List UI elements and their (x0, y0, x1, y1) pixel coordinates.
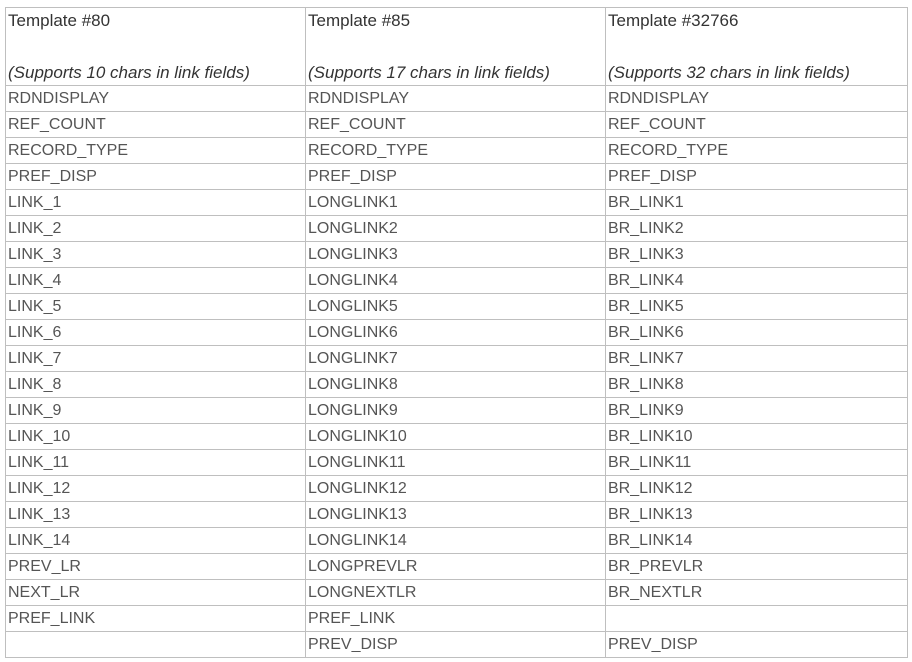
table-cell: LONGLINK13 (306, 502, 606, 528)
table-cell (606, 606, 908, 632)
table-cell: LINK_12 (6, 476, 306, 502)
table-cell: LINK_1 (6, 190, 306, 216)
table-row (6, 242, 908, 268)
table-cell: BR_LINK10 (606, 424, 908, 450)
table-cell: PREF_LINK (306, 606, 606, 632)
column-subtitle: (Supports 10 chars in link fields) (8, 63, 250, 82)
table-cell: BR_LINK12 (606, 476, 908, 502)
table-cell: LONGLINK14 (306, 528, 606, 554)
table-cell: BR_NEXTLR (606, 580, 908, 606)
table-row (6, 554, 908, 580)
table-cell: LINK_9 (6, 398, 306, 424)
table-cell: LONGNEXTLR (306, 580, 606, 606)
table-cell: PREF_DISP (6, 164, 306, 190)
header-cell-template-85 (306, 8, 606, 86)
table-row (6, 138, 908, 164)
template-comparison-table (5, 7, 908, 658)
table-cell: RDNDISPLAY (606, 86, 908, 112)
table-cell: BR_LINK13 (606, 502, 908, 528)
table-cell: BR_PREVLR (606, 554, 908, 580)
table-cell: PREV_LR (6, 554, 306, 580)
table-row (6, 268, 908, 294)
column-title: Template #85 (308, 11, 411, 30)
table-cell: LINK_2 (6, 216, 306, 242)
table-cell: LONGLINK2 (306, 216, 606, 242)
table-row (6, 294, 908, 320)
table-cell: BR_LINK4 (606, 268, 908, 294)
table-cell (6, 632, 306, 658)
table-cell: BR_LINK6 (606, 320, 908, 346)
table-cell: PREF_DISP (306, 164, 606, 190)
table-cell: LINK_3 (6, 242, 306, 268)
table-row (6, 164, 908, 190)
table-cell: LONGLINK5 (306, 294, 606, 320)
header-cell-template-80 (6, 8, 306, 86)
table-cell: LONGLINK8 (306, 372, 606, 398)
header-cell-template-32766 (606, 8, 908, 86)
table-row (6, 372, 908, 398)
table-cell: LINK_4 (6, 268, 306, 294)
table-row (6, 476, 908, 502)
table-body (6, 86, 908, 658)
column-subtitle: (Supports 17 chars in link fields) (308, 63, 550, 82)
table-cell: BR_LINK8 (606, 372, 908, 398)
table-row (6, 112, 908, 138)
table-cell: RECORD_TYPE (306, 138, 606, 164)
table-cell: LONGLINK1 (306, 190, 606, 216)
table-row (6, 320, 908, 346)
table-row (6, 528, 908, 554)
table-cell: LINK_6 (6, 320, 306, 346)
table-cell: LINK_5 (6, 294, 306, 320)
table-cell: RECORD_TYPE (6, 138, 306, 164)
table-cell: RDNDISPLAY (306, 86, 606, 112)
table-cell: LONGLINK10 (306, 424, 606, 450)
table-row (6, 216, 908, 242)
table-cell: BR_LINK3 (606, 242, 908, 268)
table-row (6, 398, 908, 424)
table-cell: LINK_14 (6, 528, 306, 554)
table-cell: LINK_7 (6, 346, 306, 372)
table-row (6, 424, 908, 450)
column-title: Template #32766 (608, 11, 739, 30)
table-row (6, 632, 908, 658)
header-row (6, 8, 908, 86)
table-cell: BR_LINK11 (606, 450, 908, 476)
table-row (6, 346, 908, 372)
table-cell: BR_LINK7 (606, 346, 908, 372)
table-cell: BR_LINK9 (606, 398, 908, 424)
table-row (6, 190, 908, 216)
column-title: Template #80 (8, 11, 111, 30)
table-cell: LONGLINK12 (306, 476, 606, 502)
table-cell: LONGLINK9 (306, 398, 606, 424)
table-cell: BR_LINK14 (606, 528, 908, 554)
table-cell: RDNDISPLAY (6, 86, 306, 112)
table-cell: RECORD_TYPE (606, 138, 908, 164)
table-header (6, 8, 908, 86)
table-cell: LINK_13 (6, 502, 306, 528)
table-cell: LINK_8 (6, 372, 306, 398)
table-cell: PREF_LINK (6, 606, 306, 632)
table-cell: BR_LINK2 (606, 216, 908, 242)
column-subtitle: (Supports 32 chars in link fields) (608, 63, 850, 82)
table-cell: LONGLINK3 (306, 242, 606, 268)
table-cell: PREF_DISP (606, 164, 908, 190)
table-cell: LONGLINK11 (306, 450, 606, 476)
table-cell: LINK_11 (6, 450, 306, 476)
table-cell: LONGLINK7 (306, 346, 606, 372)
table-cell: LONGLINK4 (306, 268, 606, 294)
table-cell: REF_COUNT (6, 112, 306, 138)
table-cell: PREV_DISP (606, 632, 908, 658)
table-cell: BR_LINK5 (606, 294, 908, 320)
table-row (6, 86, 908, 112)
table-row (6, 580, 908, 606)
table-cell: NEXT_LR (6, 580, 306, 606)
table-row (6, 606, 908, 632)
table-row (6, 502, 908, 528)
table-cell: PREV_DISP (306, 632, 606, 658)
table-row (6, 450, 908, 476)
table-cell: REF_COUNT (606, 112, 908, 138)
table-cell: REF_COUNT (306, 112, 606, 138)
table-cell: LONGPREVLR (306, 554, 606, 580)
table-cell: LONGLINK6 (306, 320, 606, 346)
table-cell: BR_LINK1 (606, 190, 908, 216)
table-cell: LINK_10 (6, 424, 306, 450)
